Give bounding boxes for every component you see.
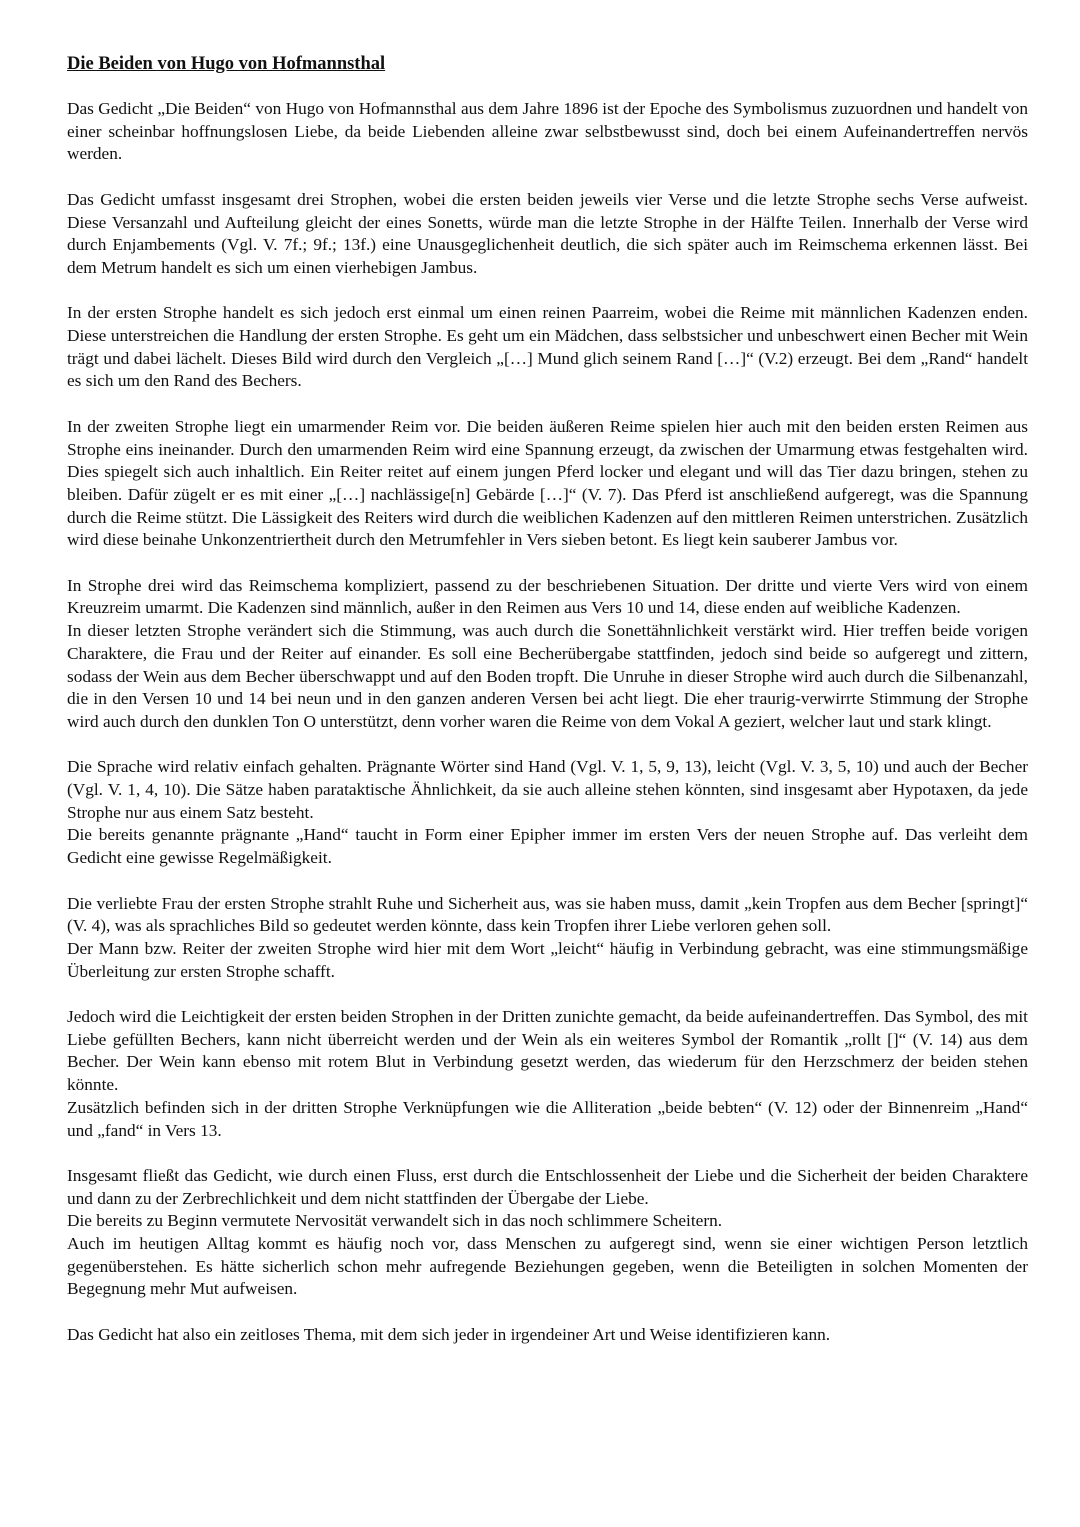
paragraph: Insgesamt fließt das Gedicht, wie durch einen Fluss, erst durch die Entschlossenheit der Liebe und die Sicherheit der beiden Charaktere und dann zu der Zerbrechlichkeit und dem nicht stattfinden der Übergabe der Liebe. [67,1165,1028,1208]
section-stanza-one [67,302,1028,393]
document-title: Die Beiden von Hugo von Hofmannsthal [67,54,386,74]
section-introduction [67,98,1028,166]
paragraph: Das Gedicht umfasst insgesamt drei Strophen, wobei die ersten beiden jeweils vier Verse und die letzte Strophe sechs Verse aufweist. Diese Versanzahl und Aufteilung gleicht der eines Sonetts, würde man die letzte Strophe in der Hälfte Teilen. Innerhalb der Verse wird durch Enjambements (Vgl. V. 7f.; 9f.; 13f.) eine Unausgeglichenheit deutlich, die sich später auch im Reimschema erkennen lässt. Bei dem Metrum handelt es sich um einen vierhebigen Jambus. [67,189,1028,277]
paragraph: Jedoch wird die Leichtigkeit der ersten beiden Strophen in der Dritten zunichte gemacht, da beide aufeinandertreffen. Das Symbol, des mit Liebe gefüllten Bechers, kann nicht überreicht werden und der Wein als ein weiteres Symbol der Romantik „rollt []“ (V. 14) aus dem Becher. Der Wein kann ebenso mit rotem Blut in Verbindung gesetzt werden, das wiederum für den Herzschmerz der beiden stehen könnte. [67,1007,1028,1095]
section-characters [67,893,1028,984]
paragraph: Der Mann bzw. Reiter der zweiten Strophe wird hier mit dem Wort „leicht“ häufig in Verbindung gebracht, was eine stimmungsmäßige Überleitung zur ersten Strophe schafft. [67,938,1028,981]
paragraph: Die Sprache wird relativ einfach gehalten. Prägnante Wörter sind Hand (Vgl. V. 1, 5, 9, 13), leicht (Vgl. V. 3, 5, 10) und auch der Becher (Vgl. V. 1, 4, 10). Die Sätze haben parataktische Ähnlichkeit, da sie auch alleine stehen könnten, sind insgesamt aber Hypotaxen, da jede Strophe nur aus einem Satz besteht. [67,757,1028,822]
section-stanza-two [67,416,1028,552]
section-form [67,189,1028,280]
paragraph: In Strophe drei wird das Reimschema kompliziert, passend zu der beschriebenen Situation. Der dritte und vierte Vers wird von einem Kreuzreim umarmt. Die Kadenzen sind männlich, außer in den Reimen aus Vers 10 und 14, diese enden auf weibliche Kadenzen. [67,575,1028,618]
section-language [67,756,1028,870]
paragraph: In dieser letzten Strophe verändert sich die Stimmung, was auch durch die Sonettähnlichkeit verstärkt wird. Hier treffen beide vorigen Charaktere, die Frau und der Reiter auf einander. Es soll eine Becherübergabe stattfinden, jedoch sind beide so aufgeregt und zittern, sodass der Wein aus dem Becher überschwappt und auf den Boden tropft. Die Unruhe in dieser Strophe wird auch durch die Silbenanzahl, die in den Versen 10 und 14 bei neun und in den ganzen anderen Versen bei acht liegt. Die eher traurig-verwirrte Stimmung der Strophe wird auch durch den dunklen Ton O unterstützt, denn vorher waren die Reime von dem Vokal A geziert, welcher laut und stark klingt. [67,621,1028,731]
paragraph: In der ersten Strophe handelt es sich jedoch erst einmal um einen reinen Paarreim, wobei die Reime mit männlichen Kadenzen enden. Diese unterstreichen die Handlung der ersten Strophe. Es geht um ein Mädchen, dass selbstsicher und unbeschwert einen Becher mit Wein trägt und dabei lächelt. Dieses Bild wird durch den Vergleich „[…] Mund glich seinem Rand […]“ (V.2) erzeugt. Bei dem „Rand“ handelt es sich um den Rand des Bechers. [67,303,1028,391]
paragraph: Das Gedicht „Die Beiden“ von Hugo von Hofmannsthal aus dem Jahre 1896 ist der Epoche des Symbolismus zuzuordnen und handelt von einer scheinbar hoffnungslosen Liebe, da beide Liebenden alleine zwar selbstbewusst sind, doch bei einem Aufeinandertreffen nervös werden. [67,99,1028,164]
paragraph: Zusätzlich befinden sich in der dritten Strophe Verknüpfungen wie die Alliteration „beide bebten“ (V. 12) oder der Binnenreim „Hand“ und „fand“ in Vers 13. [67,1097,1028,1140]
section-interpretation [67,1165,1028,1301]
paragraph: Das Gedicht hat also ein zeitloses Thema, mit dem sich jeder in irgendeiner Art und Weise identifizieren kann. [67,1324,831,1344]
section-stanza-three [67,575,1028,734]
section-symbols [67,1006,1028,1142]
paragraph: Die verliebte Frau der ersten Strophe strahlt Ruhe und Sicherheit aus, was sie haben muss, damit „kein Tropfen aus dem Becher [springt]“ (V. 4), was als sprachliches Bild so gedeutet werden könnte, dass kein Tropfen ihrer Liebe verloren gehen soll. [67,893,1028,936]
document-page [67,52,1028,1369]
paragraph: Auch im heutigen Alltag kommt es häufig noch vor, dass Menschen zu aufgeregt sind, wenn sie einer wichtigen Person letztlich gegenüberstehen. Es hätte sicherlich schon mehr aufregende Beziehungen gegeben, wenn die Beteiligten in solchen Momenten der Begegnung mehr Mut aufweisen. [67,1234,1028,1299]
paragraph: Die bereits zu Beginn vermutete Nervosität verwandelt sich in das noch schlimmere Scheitern. [67,1211,723,1231]
paragraph: Die bereits genannte prägnante „Hand“ taucht in Form einer Epipher immer im ersten Vers der neuen Strophe auf. Das verleiht dem Gedicht eine gewisse Regelmäßigkeit. [67,825,1028,868]
section-conclusion [67,1324,1028,1347]
paragraph: In der zweiten Strophe liegt ein umarmender Reim vor. Die beiden äußeren Reime spielen hier auch mit den beiden ersten Reimen aus Strophe eins ineinander. Durch den umarmenden Reim wird eine Spannung erzeugt, da zwischen der Umarmung etwas festgehalten wird. Dies spiegelt sich auch inhaltlich. Ein Reiter reitet auf einem jungen Pferd locker und elegant und will das Tier dazu bringen, stehen zu bleiben. Dafür zügelt er es mit einer „[…] nachlässige[n] Gebärde […]“ (V. 7). Das Pferd ist anschließend aufgeregt, was die Spannung durch die Reime stützt. Die Lässigkeit des Reiters wird durch die weiblichen Kadenzen auf den mittleren Reimen unterstrichen. Zusätzlich wird diese beinahe Unkonzentriertheit durch den Metrumfehler in Vers sieben betont. Es liegt kein sauberer Jambus vor. [67,416,1028,550]
